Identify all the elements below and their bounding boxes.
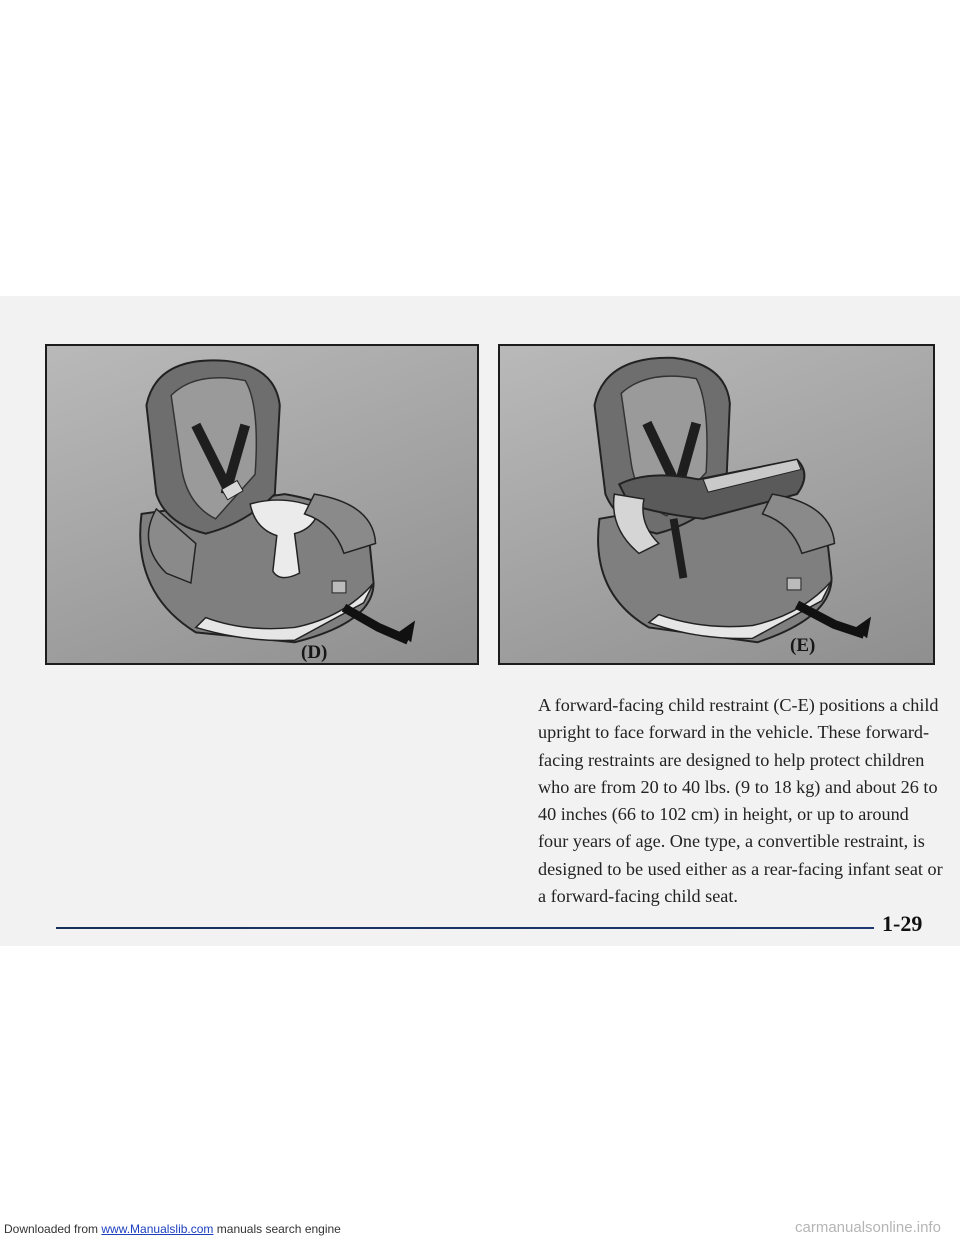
child-seat-figure-d (45, 344, 479, 665)
page-number: 1-29 (882, 911, 923, 936)
child-seat-figure-e (498, 344, 935, 665)
manualslib-link[interactable]: www.Manualslib.com (101, 1222, 214, 1236)
child-seat-illustration-d (47, 346, 477, 663)
watermark-text: carmanualsonline.info (795, 1219, 941, 1236)
body-paragraph: A forward-facing child restraint (C-E) positions a child upright to face forward in the vehicle. These forward-facing restraints are designed to help protect children who are from 20 to 40 lbs. (9 to 18 kg) and about 26 to 40 inches (66 to 102 cm) in height, or up to around four years of age. One type, a convertible restraint, is designed to be used either as a rear-facing infant seat or a forward-facing child seat. (538, 695, 943, 907)
footer-prefix: Downloaded from (4, 1222, 102, 1236)
figure-label-d: (D) (301, 642, 328, 663)
footer-suffix: manuals search engine (213, 1222, 341, 1236)
footer-rule (56, 927, 874, 929)
download-footer (4, 1222, 341, 1236)
figure-label-e: (E) (790, 635, 816, 656)
child-seat-illustration-e (500, 346, 933, 663)
